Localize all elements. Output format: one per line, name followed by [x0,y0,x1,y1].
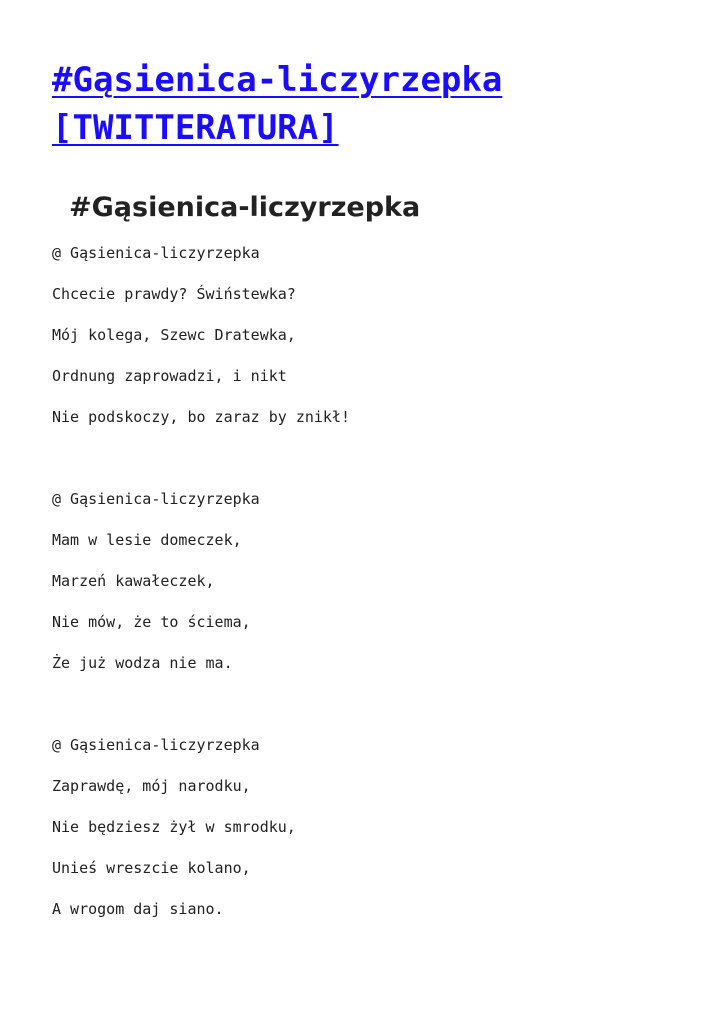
poem-line: Nie mów, że to ściema, [52,613,251,631]
poem-line: Mój kolega, Szewc Dratewka, [52,326,296,344]
stanza-handle: @ Gąsienica-liczyrzepka [52,490,260,508]
poem-line: Ordnung zaprowadzi, i nikt [52,367,287,385]
poem-body [52,242,692,939]
stanza-2 [52,488,692,693]
stanza-1 [52,242,692,447]
poem-line: Mam w lesie domeczek, [52,531,242,549]
stanza-handle: @ Gąsienica-liczyrzepka [52,244,260,262]
poem-line: Że już wodza nie ma. [52,654,233,672]
stanza-3 [52,734,692,939]
post-heading: #Gąsienica-liczyrzepka [69,192,421,223]
poem-line: Zaprawdę, mój narodku, [52,777,251,795]
post-title-link[interactable]: #Gąsienica-liczyrzepka [TWITTERATURA] [52,60,503,148]
stanza-handle: @ Gąsienica-liczyrzepka [52,736,260,754]
poem-line: Chcecie prawdy? Świństewka? [52,285,296,303]
poem-line: Nie będziesz żył w smrodku, [52,818,296,836]
poem-line: Marzeń kawałeczek, [52,572,215,590]
stanza-spacer [52,447,692,488]
poem-line: Unieś wreszcie kolano, [52,859,251,877]
poem-line: Nie podskoczy, bo zaraz by znikł! [52,408,351,426]
stanza-spacer [52,693,692,734]
poem-line: A wrogom daj siano. [52,900,224,918]
